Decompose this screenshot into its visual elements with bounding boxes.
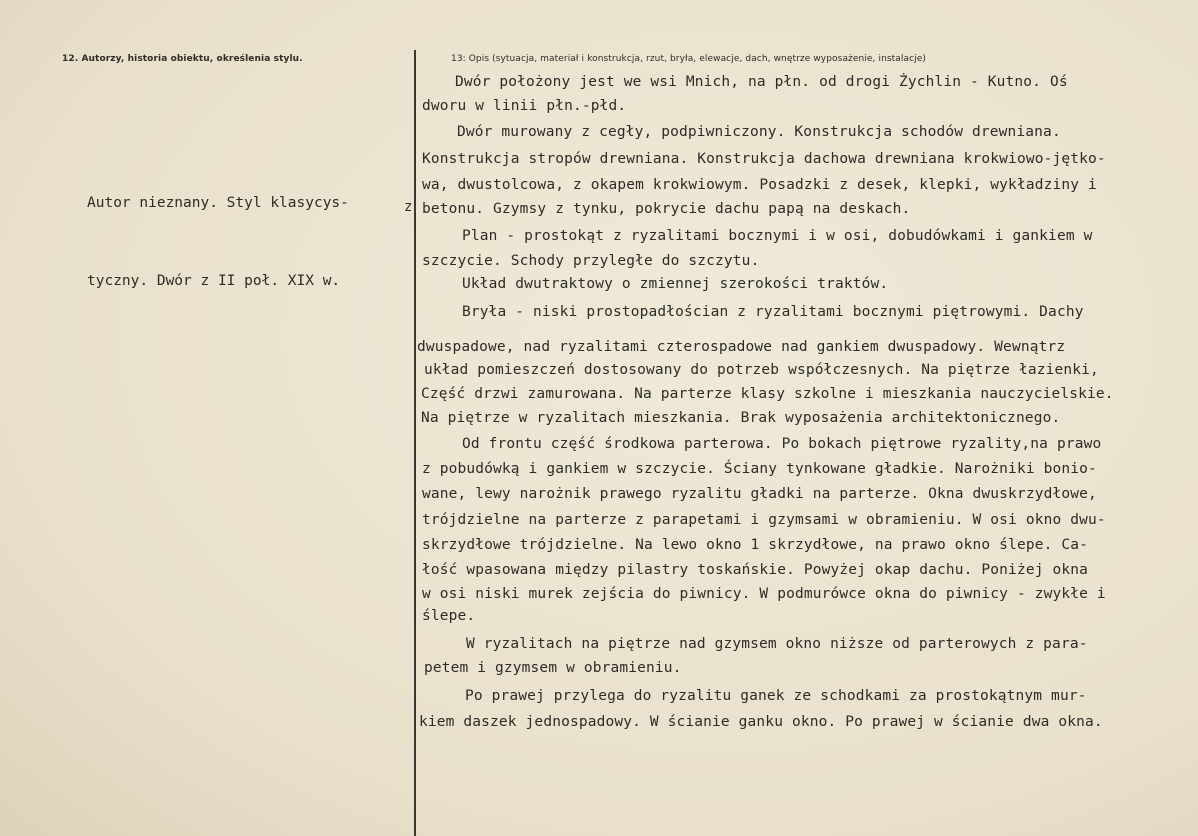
column-divider	[414, 50, 416, 836]
text-line: Część drzwi zamurowana. Na parterze klasy szkolne i mieszkania nauczycielskie.	[421, 386, 1114, 402]
text-line: łość wpasowana między pilastry toskańskie. Powyżej okap dachu. Poniżej okna	[422, 562, 1088, 578]
text-line: Bryła - niski prostopadłościan z ryzalitami bocznymi piętrowymi. Dachy	[462, 304, 1084, 320]
text-line: Dwór murowany z cegły, podpiwniczony. Konstrukcja schodów drewniana.	[457, 124, 1061, 140]
text-line: skrzydłowe trójdzielne. Na lewo okno 1 skrzydłowe, na prawo okno ślepe. Ca-	[422, 537, 1088, 553]
text-line: układ pomieszczeń dostosowany do potrzeb współczesnych. Na piętrze łazienki,	[424, 362, 1099, 378]
text-line: Plan - prostokąt z ryzalitami bocznymi i w osi, dobudówkami i gankiem w	[462, 228, 1093, 244]
text-line: dwuspadowe, nad ryzalitami czterospadowe nad gankiem dwuspadowy. Wewnątrz	[417, 339, 1066, 355]
section-13-header: 13: Opis (sytuacja, materiał i konstrukcja, rzut, bryła, elewacje, dach, wnętrze wyposażenie, instalacje)	[451, 54, 927, 64]
text-line: ślepe.	[422, 608, 476, 624]
text-line: szczycie. Schody przyległe do szczytu.	[422, 253, 760, 269]
text-line: wane, lewy narożnik prawego ryzalitu gładki na parterze. Okna dwuskrzydłowe,	[422, 486, 1097, 502]
text-line: w osi niski murek zejścia do piwnicy. W podmurówce okna do piwnicy - zwykłe i	[422, 586, 1106, 602]
text-line: dworu w linii płn.-płd.	[422, 98, 627, 114]
text-line: petem i gzymsem w obramieniu.	[424, 660, 682, 676]
margin-mark: z	[404, 199, 413, 215]
text-line: Dwór położony jest we wsi Mnich, na płn. od drogi Żychlin - Kutno. Oś	[455, 74, 1068, 90]
text-line: trójdzielne na parterze z parapetami i gzymsami w obramieniu. W osi okno dwu-	[422, 512, 1106, 528]
section-12-header: 12. Autorzy, historia obiektu, określenia stylu.	[62, 54, 303, 64]
text-line: Konstrukcja stropów drewniana. Konstrukcja dachowa drewniana krokwiowo-jętko-	[422, 151, 1106, 167]
text-line: Po prawej przylega do ryzalitu ganek ze schodkami za prostokątnym mur-	[465, 688, 1087, 704]
text-line: Od frontu część środkowa parterowa. Po bokach piętrowe ryzality,na prawo	[462, 436, 1102, 452]
text-line: wa, dwustolcowa, z okapem krokwiowym. Posadzki z desek, klepki, wykładziny i	[422, 177, 1097, 193]
text-line: kiem daszek jednospadowy. W ścianie ganku okno. Po prawej w ścianie dwa okna.	[419, 714, 1103, 730]
text-line: Układ dwutraktowy o zmiennej szerokości traktów.	[462, 276, 889, 292]
authors-history-text	[87, 138, 402, 346]
text-line: z pobudówką i gankiem w szczycie. Ściany tynkowane gładkie. Narożniki bonio-	[422, 461, 1097, 477]
text-line: betonu. Gzymsy z tynku, pokrycie dachu papą na deskach.	[422, 201, 911, 217]
left-text-line: Autor nieznany. Styl klasycys-	[87, 195, 349, 211]
text-line: Na piętrze w ryzalitach mieszkania. Brak wyposażenia architektonicznego.	[421, 410, 1061, 426]
left-text-line: tyczny. Dwór z II poł. XIX w.	[87, 273, 341, 289]
text-line: W ryzalitach na piętrze nad gzymsem okno niższe od parterowych z para-	[466, 636, 1088, 652]
